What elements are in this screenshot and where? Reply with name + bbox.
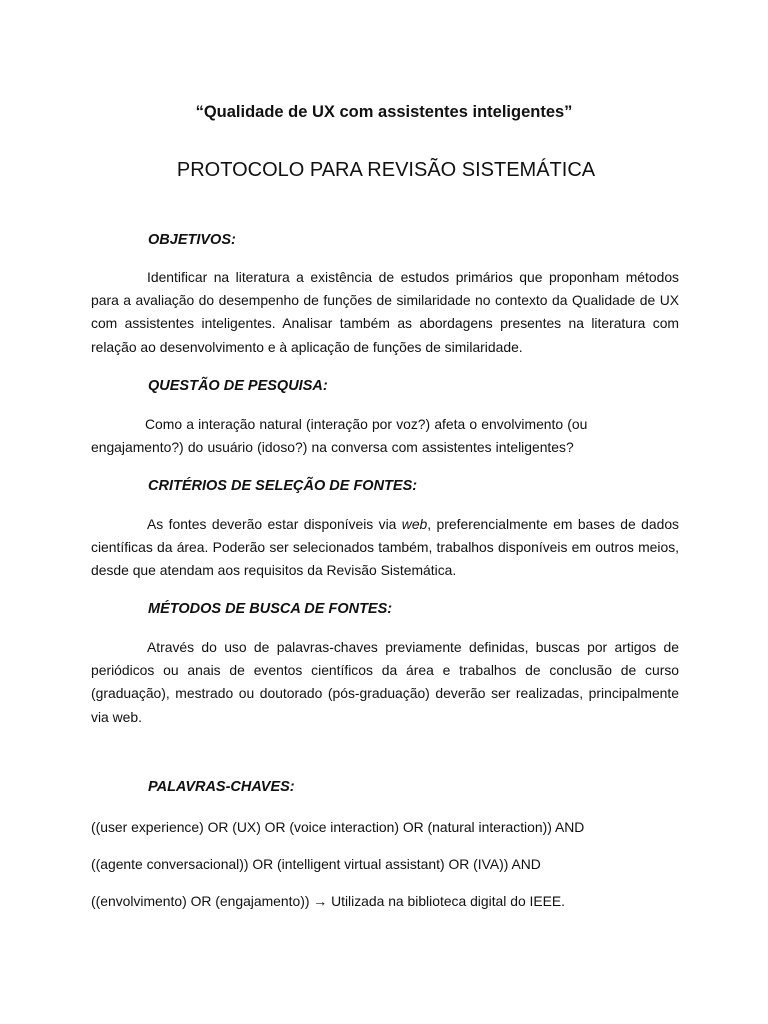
section-heading-objetivos: OBJETIVOS: — [148, 232, 236, 248]
section-text-metodos: Através do uso de palavras-chaves previamente definidas, buscas por artigos de periódicos ou anais de eventos científicos da área e trabalhos de conclusão de curso (graduação), mestrado ou doutorado (pós-graduação) deverão ser realizadas, principalmente via web. — [91, 639, 679, 725]
section-heading-questao: QUESTÃO DE PESQUISA: — [148, 378, 328, 394]
criterios-text-emphasis: web — [401, 516, 428, 532]
section-heading-criterios: CRITÉRIOS DE SELEÇÃO DE FONTES: — [148, 478, 418, 494]
document-subtitle: PROTOCOLO PARA REVISÃO SISTEMÁTICA — [176, 159, 596, 181]
section-text-objetivos: Identificar na literatura a existência de estudos primários que proponham métodos para a avaliação do desempenho de funções de similaridade no contexto da Qualidade de UX com assistentes inteligentes. Analisar também as abordagens presentes na literatura com relação ao desenvolvimento e à aplicação de funções de similaridade. — [91, 269, 679, 355]
keyword-line-3: ((envolvimento) OR (engajamento)) → Utilizada na biblioteca digital do IEEE. — [91, 893, 566, 909]
section-text-questao: Como a interação natural (interação por voz?) afeta o envolvimento (ou engajamento?) do usuário (idoso?) na conversa com assistentes inteligentes? — [91, 416, 588, 456]
criterios-text-end: , preferencialmente em bases de dados científicas da área. Poderão ser selecionados também, trabalhos disponíveis em outros meios, desde que atendam aos requisitos da Revisão Sistemática. — [91, 516, 679, 579]
document-title: “Qualidade de UX com assistentes inteligentes” — [195, 103, 573, 121]
criterios-text-start: As fontes deverão estar disponíveis via — [147, 516, 402, 532]
section-heading-metodos: MÉTODOS DE BUSCA DE FONTES: — [148, 601, 393, 617]
section-heading-palavras-chaves: PALAVRAS-CHAVES: — [148, 779, 295, 795]
keyword-line-2: ((agente conversacional)) OR (intelligent virtual assistant) OR (IVA)) AND — [91, 856, 541, 872]
section-text-criterios — [91, 513, 679, 583]
keyword-line-1: ((user experience) OR (UX) OR (voice interaction) OR (natural interaction)) AND — [91, 819, 585, 835]
